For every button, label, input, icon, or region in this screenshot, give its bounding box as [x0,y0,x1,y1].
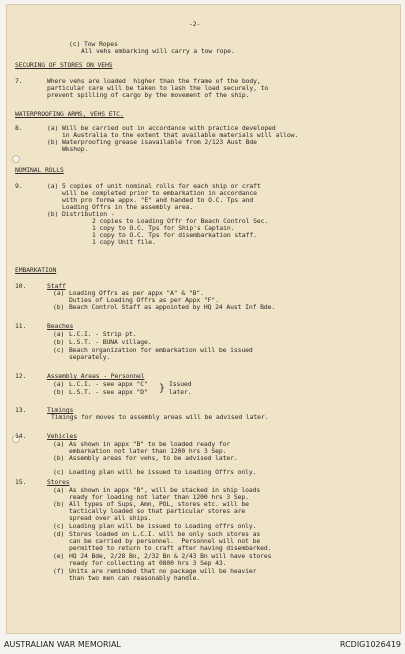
punch-hole [12,155,20,163]
record-id: RCDIG1026419 [339,640,401,649]
beaches-line: L.C.I. - Strip pt. [69,330,137,338]
waterproofing-line: Will be carried out in accordance with practice developed [62,124,276,132]
sub-label: (a) [47,182,59,190]
stores-line: HQ 24 Bde, 2/28 Bn, 2/32 Bn & 2/43 Bn will have stores [69,552,272,560]
waterproofing-line: in Australia to the extent that available materials will allow. [62,131,299,139]
vehicles-line: embarkation not later than 1200 hrs 3 Sep. [69,447,227,455]
nominal-heading: NOMINAL ROLLS [15,166,64,174]
distribution-line: 1 copy Unit file. [92,238,156,246]
para-num: 9. [15,182,23,190]
securing-line: prevent spilling of cargo by the movement of the ship. [47,91,250,99]
staff-line: Loading Offrs as per appx "A" & "B". [69,289,204,297]
staff-title: Staff [47,282,66,290]
waterproofing-line: Wkshop. [62,145,89,153]
sub-label: (d) [53,530,65,538]
beaches-line: separately. [69,353,111,361]
assembly-line: L.S.T. - see appx "D" [69,388,148,396]
assembly-line: L.C.I. - see appx "C" [69,380,148,388]
sub-label: (a) [53,440,65,448]
brace: } [159,383,165,394]
distribution-line: 1 copy to O.C. Tps for Ship's Captain. [92,224,235,232]
beaches-line: L.S.T. - BUNA village. [69,338,152,346]
vehicles-line: Assembly areas for vehs, to be advised later. [69,454,238,462]
assembly-note: Issued [169,380,192,388]
document-page [6,4,401,634]
stores-line: Loading plan will be issued to Loading offrs only. [69,522,257,530]
stores-line: than two men can reasonably handle. [69,574,201,582]
para-num: 13. [15,406,27,414]
sub-label: (b) [47,138,59,146]
sub-label: (a) [47,124,59,132]
assembly-title: Assembly Areas - Personnel [47,372,145,380]
distribution-line: 2 copies to Loading Offr for Beach Control Sec. [92,217,269,225]
nominal-line: will be completed prior to embarkation in accordance [62,189,257,197]
timings-title: Timings [47,406,74,414]
stores-line: Stores loaded on L.C.I. will be only such stores as [69,530,261,538]
para-num: 14. [15,432,27,440]
nominal-line: Loading Offrs in the assembly area. [62,203,194,211]
sub-label: (b) [53,454,65,462]
sub-label: (a) [53,380,65,388]
timings-line: Timings for moves to assembly areas will be advised later. [51,413,269,421]
stores-line: can be carried by personnel. Personnel will not be [69,537,261,545]
stores-line: As shown in appx "B", will be stacked in ship loads [69,486,261,494]
stores-title: Stores [47,478,70,486]
distribution-title: Distribution - [62,210,115,218]
archive-name: AUSTRALIAN WAR MEMORIAL [4,640,121,649]
securing-heading: SECURING OF STORES ON VEHS [15,61,113,69]
sub-label: (f) [53,567,65,575]
sub-label: (c) [53,346,65,354]
sub-label: (b) [53,500,65,508]
stores-line: ready for loading not later than 1200 hrs 3 Sep. [69,493,249,501]
distribution-line: 1 copy to O.C. Tps for disembarkation staff. [92,231,257,239]
securing-line: particular care will be taken to lash the load securely, to [47,84,269,92]
stores-line: spread over all ships. [69,514,152,522]
stores-line: Units are reminded that no package will be heavier [69,567,257,575]
nominal-line: with pro forma appx. "E" and handed to O.C. Tps and [62,196,254,204]
waterproofing-line: Waterproofing grease isavailable from 2/123 Aust Bde [62,138,257,146]
sub-label: (b) [53,388,65,396]
waterproofing-heading: WATERPROOFING ARMS, VEHS ETC. [15,110,124,118]
stores-line: All types of Sups, Amn, POL, stores etc. will be [69,500,249,508]
para-num: 15. [15,478,27,486]
assembly-note: later. [169,388,192,396]
para-num: 10. [15,282,27,290]
stores-line: ready for collecting at 0800 hrs 3 Sep 43. [69,559,227,567]
staff-line: Duties of Loading Offrs as per Appx "F". [69,296,219,304]
sub-label: (c) [53,468,65,476]
para-num: 7. [15,77,23,85]
staff-line: Beach Control Staff as appointed by HQ 24 Aust Inf Bde. [69,303,276,311]
nominal-line: 5 copies of unit nominal rolls for each ship or craft [62,182,261,190]
para-num: 12. [15,372,27,380]
sub-label: (b) [53,338,65,346]
sub-label: (a) [53,289,65,297]
para-num: 8. [15,124,23,132]
securing-line: Where vehs are loaded higher than the frame of the body, [47,77,261,85]
page-number: -2- [189,20,201,28]
sub-label: (a) [53,486,65,494]
archive-footer [0,636,405,654]
sub-label: (b) [53,303,65,311]
tow-text: All vehs embarking will carry a tow rope. [81,47,235,55]
embarkation-heading: EMBARKATION [15,266,57,274]
stores-line: tactically loaded so that particular stores are [69,507,246,515]
beaches-title: Beaches [47,322,74,330]
vehicles-line: Loading plan will be issued to Loading Offrs only. [69,468,257,476]
para-num: 11. [15,322,27,330]
sub-label: (b) [47,210,59,218]
beaches-line: Beach organization for embarkation will be issued [69,346,253,354]
sub-label: (c) [53,522,65,530]
sub-label: (e) [53,552,65,560]
tow-para-label: (c) Tow Ropes [69,40,118,48]
vehicles-line: As shown in appx "B" to be loaded ready for [69,440,231,448]
vehicles-title: Vehicles [47,432,77,440]
stores-line: permitted to return to craft after having disembarked. [69,544,272,552]
sub-label: (a) [53,330,65,338]
